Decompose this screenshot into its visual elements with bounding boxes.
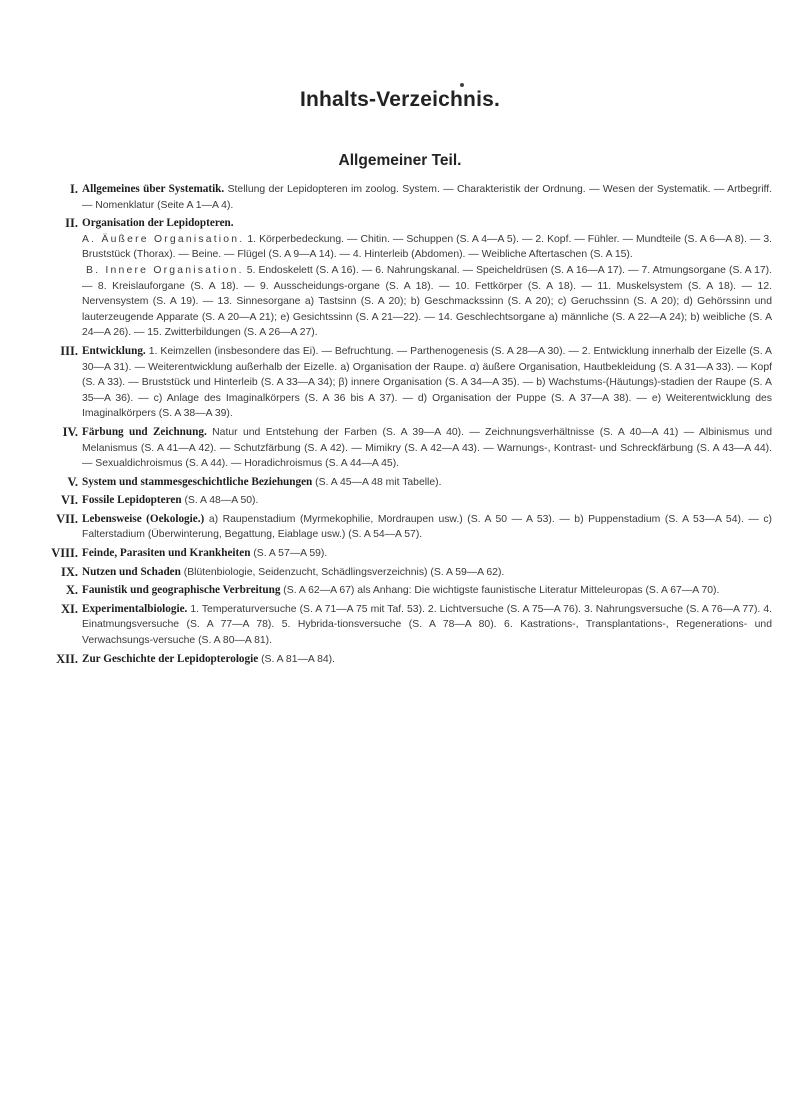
section-number: IX. <box>60 564 78 579</box>
section-heading: Feinde, Parasiten und Krankheiten <box>82 547 251 560</box>
subsection-body: 1. Körperbedeckung. — Chitin. — Schuppen (S. A 4—A 5). — 2. Kopf. — Fühler. — Mundteile (S. A 6—A 8). — 3. Bruststück (Thorax). — Beine. — Flügel (S. A 9—A 14). — 4. Hinterleib (Abdomen). — Weibliche Aftertaschen (S. A 15). <box>82 233 772 261</box>
section-number: V. <box>67 474 78 489</box>
section-number: XI. <box>60 601 78 616</box>
section-body: (S. A 62—A 67) als Anhang: Die wichtigste faunistische Literatur Mitteleuropas (S. A 67—A 70). <box>280 585 720 597</box>
section-number: XII. <box>56 651 78 666</box>
print-dot <box>460 83 464 87</box>
subsection-label: B. Innere Organisation. <box>86 264 244 276</box>
page-title: Inhalts-Verzeichnis. <box>299 88 501 111</box>
subsection-b <box>82 263 772 341</box>
section-text <box>82 583 772 599</box>
toc-section-8 <box>51 546 772 562</box>
subsection-body: 5. Endoskelett (S. A 16). — 6. Nahrungskanal. — Speicheldrüsen (S. A 16—A 17). — 7. Atmungsorgane (S. A 17). — 8. Kreislauforgane (S. A 18). — 9. Ausscheidungs-organe (S. A 18). — 10. Fettkörper (S. A 18). — 11. Muskelsystem (S. A 18). — 12. Nervensystem (S. A 19). — 13. Sinnesorgane a) Tastsinn (S. A 20); b) Geschmackssinn (S. A 20); c) Geruchssinn (S. A 20); d) Gehörssinn und lauterzeugende Apparate (S. A 20—A 21); e) Gesichtssinn (S. A 21—22). — 14. Geschlechtsorgane a) männliche (S. A 22—A 24); b) weibliche (S. A 24—A 26). — 15. Zwitterbildungen (S. A 26—A 27). <box>82 264 772 339</box>
section-heading: Faunistik und geographische Verbreitung <box>82 584 281 597</box>
section-number: VIII. <box>51 546 78 561</box>
toc-section-7 <box>56 511 773 543</box>
toc-section-12 <box>56 651 772 668</box>
section-body: 1. Temperaturversuche (S. A 71—A 75 mit Taf. 53). 2. Lichtversuche (S. A 75—A 76). 3. Nahrungsversuche (S. A 76—A 77). 4. Einatmungsversuche (S. A 77—A 78). 5. Hybrida-tionsversuche (S. A 78—A 80). 6. Kastrations-, Transplantations-, Regenerations- und Verwachsungs-versuche (S. A 80—A 81). <box>82 603 772 647</box>
section-heading: Experimentalbiologie. <box>82 602 188 615</box>
section-number: VII. <box>56 511 78 526</box>
toc-section-2 <box>62 216 772 341</box>
section-text <box>82 546 772 562</box>
section-body: (S. A 48—A 50). <box>181 495 259 507</box>
section-body: 1. Keimzellen (insbesondere das Ei). — Befruchtung. — Parthenogenesis (S. A 28—A 30). — 2. Entwicklung innerhalb der Eizelle (S. A 30—A 31). — Weiterentwicklung außerhalb der Eizelle. a) Organisation der Raupe. α) äußere Organisation, Hautbekleidung (S. A 31—A 33). — Kopf (S. A 33). — Bruststück und Hinterleib (S. A 33—A 34); β) innere Organisation (S. A 34—A 35). — b) Wachstums-(Häutungs)-stadien der Raupe (S. A 35—A 36). — c) Anlage des Imaginalkörpers (S. A 36 bis A 37). — d) Organisation der Puppe (S. A 37—A 38). — e) Weiterentwicklung des Imaginalkörpers (S. A 38—A 39). <box>82 345 772 420</box>
section-text <box>82 344 772 422</box>
toc-section-11 <box>62 602 772 649</box>
section-body: (S. A 57—A 59). <box>250 548 328 560</box>
section-body: a) Raupenstadium (Myrmekophilie, Mordraupen usw.) (S. A 50 — A 53). — b) Puppenstadium (S. A 53—A 54). — c) Falterstadium (Überwinterung, Begattung, Eiablage usw.) (S. A 54—A 57). <box>82 513 773 541</box>
section-heading: Färbung und Zeichnung. <box>82 425 207 438</box>
toc-section-3 <box>62 344 772 422</box>
toc-section-1 <box>62 182 772 213</box>
section-heading: Fossile Lepidopteren <box>82 494 182 507</box>
section-heading: Zur Geschichte der Lepidopterologie <box>82 652 259 665</box>
toc-section-6 <box>62 493 772 509</box>
section-text <box>82 512 772 543</box>
section-body: (S. A 45—A 48 mit Tabelle). <box>312 476 442 488</box>
subsection-a <box>82 232 772 263</box>
section-heading: Allgemeines über Systematik. <box>82 183 225 195</box>
section-text <box>82 652 772 668</box>
section-text <box>82 425 772 472</box>
section-body: (Blütenbiologie, Seidenzucht, Schädlingsverzeichnis) (S. A 59—A 62). <box>180 566 505 578</box>
section-text <box>82 493 772 509</box>
section-body: (S. A 81—A 84). <box>258 653 336 665</box>
section-heading: Nutzen und Schaden <box>82 565 181 578</box>
section-number: II. <box>65 216 78 231</box>
section-text <box>82 475 772 491</box>
toc-section-10 <box>62 583 772 599</box>
section-number: I. <box>70 182 78 196</box>
section-number: III. <box>60 343 78 358</box>
section-text <box>82 182 772 213</box>
section-text <box>82 602 772 649</box>
page-subtitle: Allgemeiner Teil. <box>338 152 462 169</box>
section-heading: Lebensweise (Oekologie.) <box>82 512 205 525</box>
section-number: VI. <box>60 493 78 508</box>
section-body: Stellung der Lepidopteren im zoolog. System. — Charakteristik der Ordnung. — Wesen der Systematik. — Artbegriff. — Nomenklatur (Seite A 1—A 4). <box>82 184 772 211</box>
section-number: X. <box>65 583 78 598</box>
section-heading: Organisation der Lepidopteren. <box>82 217 234 230</box>
section-body: Natur und Entstehung der Farben (S. A 39—A 40). — Zeichnungsverhältnisse (S. A 40—A 41) — Albinismus und Melanismus (S. A 41—A 42). — Schutzfärbung (S. A 42). — Mimikry (S. A 42—A 43). — Warnungs-, Kontrast- und Schreckfärbung (S. A 43—A 44). — Sexualdichroismus (S. A 44). — Horadichroismus (S. A 44—A 45). <box>82 426 772 470</box>
section-heading: System und stammesgeschichtliche Beziehungen <box>82 475 313 488</box>
section-text <box>82 565 772 581</box>
toc-section-4 <box>62 425 772 472</box>
section-heading: Entwicklung. <box>82 344 146 357</box>
section-number: IV. <box>62 424 78 439</box>
toc-section-5 <box>62 475 772 491</box>
toc-section-9 <box>62 565 772 581</box>
table-of-contents <box>51 182 773 670</box>
subsection-label: A. Äußere Organisation. <box>82 233 245 245</box>
